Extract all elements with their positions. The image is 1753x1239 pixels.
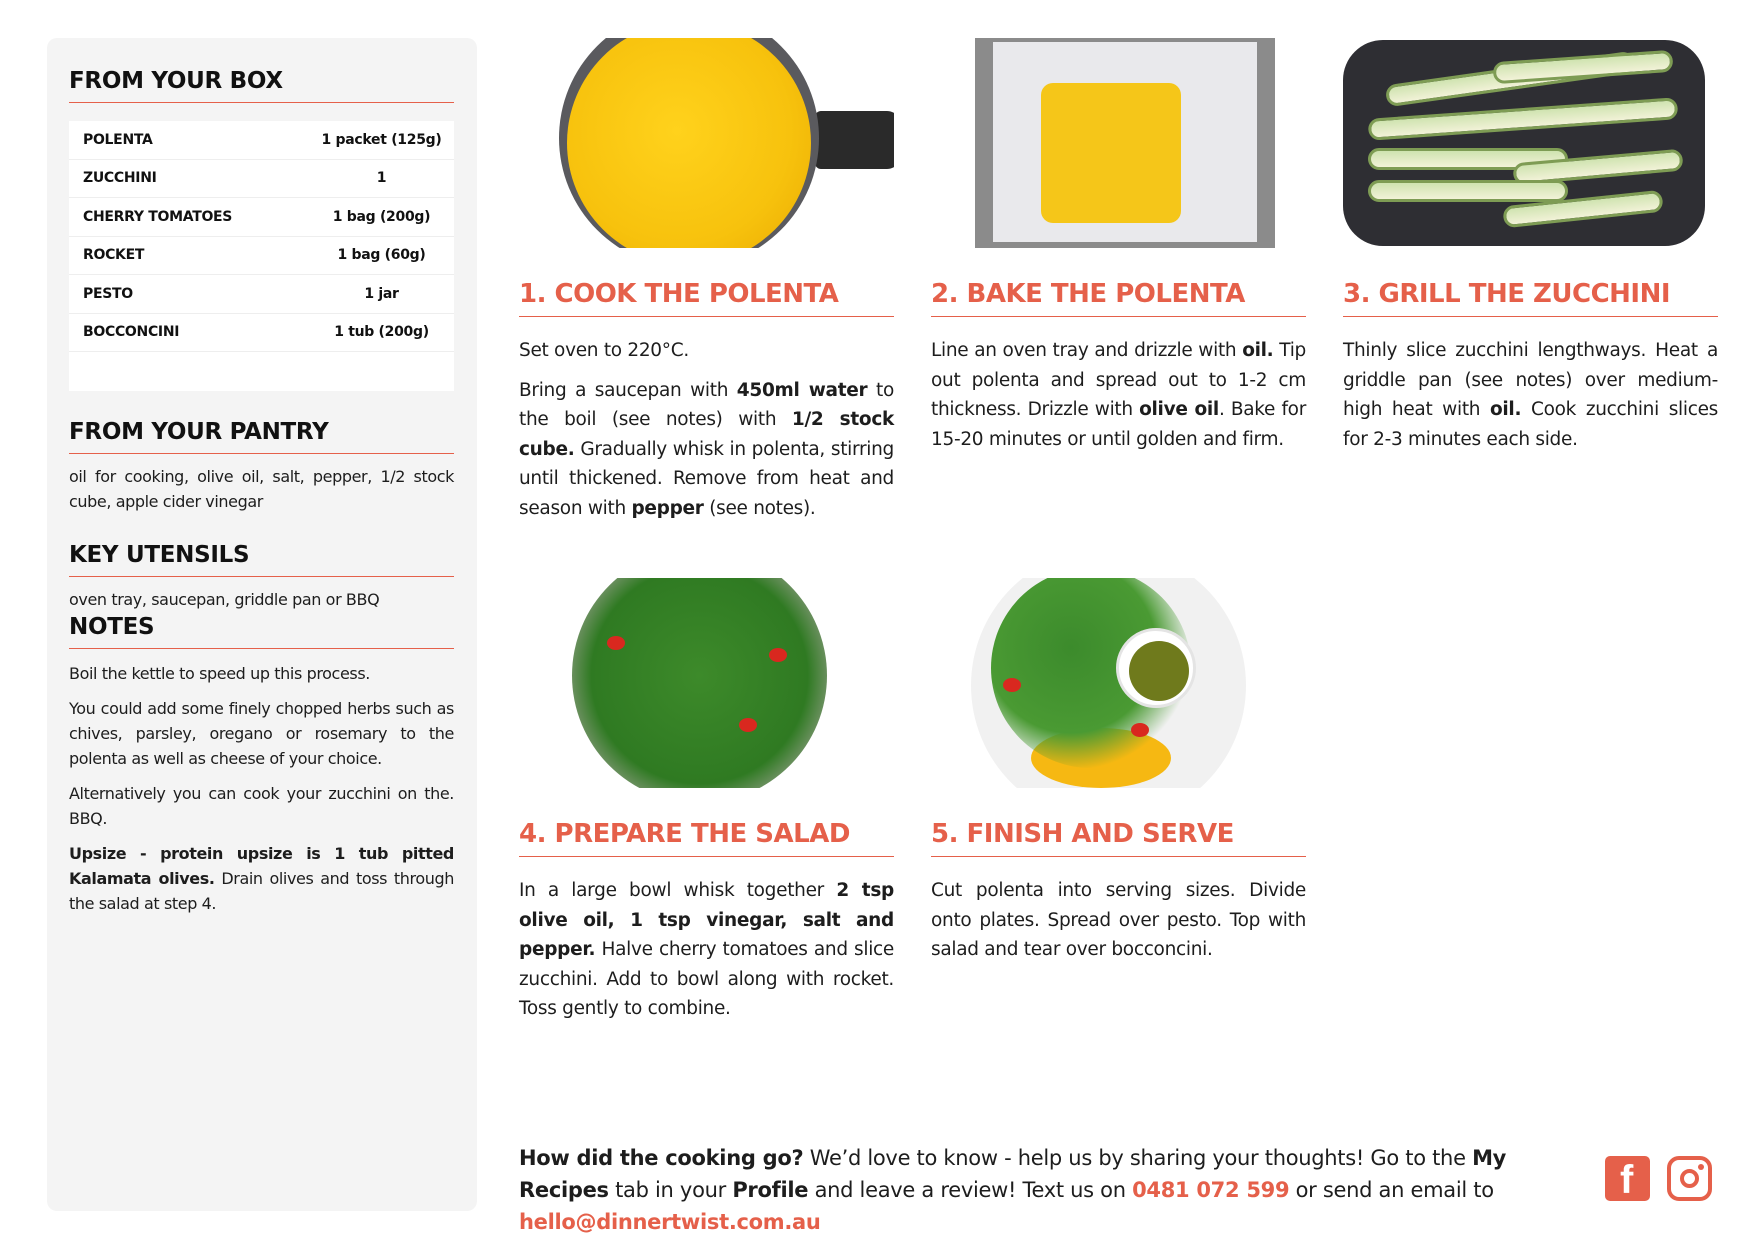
polenta-tray-photo — [931, 38, 1306, 248]
table-row — [69, 275, 454, 314]
step-2-text: Line an oven tray and drizzle with oil. Tip out polenta and spread out to 1-2 cm thickness. Drizzle with olive oil. Bake for 15-20 minutes or until golden and firm. — [931, 340, 1306, 450]
note-4-rest: Drain olives and toss through the salad at step 4. — [69, 869, 454, 913]
step-2 — [931, 38, 1306, 538]
ingredient-qty: 1 jar — [364, 285, 399, 302]
step-5-title: 5. FINISH AND SERVE — [931, 819, 1306, 857]
review-prompt: How did the cooking go? We’d love to know - help us by sharing your thoughts! Go to the My Recipes tab in your Profile and leave a review! Text us on 0481 072 599 or send an email to hello@dinnertwist.com.au — [519, 1146, 1507, 1234]
email-link[interactable]: hello@dinnertwist.com.au — [519, 1210, 821, 1234]
ingredient-qty: 1 — [376, 170, 387, 187]
step-2-title: 2. BAKE THE POLENTA — [931, 279, 1306, 317]
facebook-icon[interactable]: f — [1605, 1156, 1650, 1201]
step-1-body — [519, 336, 894, 533]
notes-text — [69, 661, 454, 916]
ingredient-name: CHERRY TOMATOES — [83, 208, 233, 225]
step-5-body — [931, 876, 1306, 975]
ingredient-name: POLENTA — [83, 131, 153, 148]
table-row — [69, 314, 454, 353]
sidebar — [47, 38, 477, 1211]
ingredient-name: ROCKET — [83, 247, 145, 264]
ingredient-name: PESTO — [83, 285, 133, 302]
ingredient-qty: 1 tub (200g) — [334, 324, 429, 341]
utensils-section — [69, 542, 454, 612]
step-4-text: In a large bowl whisk together 2 tsp olive oil, 1 tsp vinegar, salt and pepper. Halve cherry tomatoes and slice zucchini. Add to bowl along with rocket. Toss gently to combine. — [519, 880, 894, 1019]
table-row — [69, 237, 454, 276]
table-row — [69, 121, 454, 160]
ingredient-name: BOCCONCINI — [83, 324, 180, 341]
from-your-pantry-heading: FROM YOUR PANTRY — [69, 419, 454, 454]
step-4-body — [519, 876, 894, 1034]
step-5-text: Cut polenta into serving sizes. Divide onto plates. Spread over pesto. Top with salad and tear over bocconcini. — [931, 880, 1306, 960]
review-question: How did the cooking go? — [519, 1146, 804, 1170]
ingredient-qty: 1 packet (125g) — [321, 131, 442, 148]
ingredient-name: ZUCCHINI — [83, 170, 157, 187]
ingredient-qty: 1 bag (60g) — [337, 247, 426, 264]
ingredient-qty: 1 bag (200g) — [332, 208, 431, 225]
salad-bowl-photo — [519, 578, 894, 788]
step-5 — [931, 578, 1306, 1048]
step-4 — [519, 578, 894, 1048]
table-row-empty — [69, 352, 454, 391]
pantry-section — [69, 419, 454, 514]
step-1 — [519, 38, 894, 538]
notes-heading: NOTES — [69, 614, 454, 649]
phone-link[interactable]: 0481 072 599 — [1132, 1178, 1290, 1202]
note-1: Boil the kettle to speed up this process. — [69, 664, 370, 683]
step-1-text-1: Set oven to 220°C. — [519, 340, 689, 361]
pantry-text: oil for cooking, olive oil, salt, pepper, 1/2 stock cube, apple cider vinegar — [69, 467, 454, 511]
utensils-text: oven tray, saucepan, griddle pan or BBQ — [69, 590, 380, 609]
key-utensils-heading: KEY UTENSILS — [69, 542, 454, 577]
step-1-text-2: Bring a saucepan with 450ml water to the boil (see notes) with 1/2 stock cube. Gradually whisk in polenta, stirring until thickened. Remove from heat and season with pepper (see notes). — [519, 379, 895, 519]
step-3 — [1343, 38, 1718, 538]
notes-section — [69, 614, 454, 916]
zucchini-griddle-photo — [1343, 38, 1718, 248]
instagram-icon[interactable] — [1667, 1156, 1712, 1201]
ingredients-table — [69, 121, 454, 391]
note-3: Alternatively you can cook your zucchini on the. BBQ. — [69, 784, 454, 828]
step-4-title: 4. PREPARE THE SALAD — [519, 819, 894, 857]
note-4 — [69, 841, 454, 916]
step-3-text: Thinly slice zucchini lengthways. Heat a griddle pan (see notes) over medium-high heat with oil. Cook zucchini slices for 2-3 minutes each side. — [1343, 340, 1719, 450]
plated-dish-photo — [931, 578, 1306, 788]
polenta-saucepan-photo — [519, 38, 894, 248]
profile-link[interactable]: Profile — [732, 1178, 809, 1202]
from-your-box-heading: FROM YOUR BOX — [69, 68, 454, 103]
note-2: You could add some finely chopped herbs such as chives, parsley, oregano or rosemary to the polenta as well as cheese of your choice. — [69, 699, 454, 768]
step-1-title: 1. COOK THE POLENTA — [519, 279, 894, 317]
step-3-body — [1343, 336, 1718, 464]
step-3-title: 3. GRILL THE ZUCCHINI — [1343, 279, 1718, 317]
table-row — [69, 198, 454, 237]
table-row — [69, 160, 454, 199]
my-recipes-link[interactable]: My Recipes — [519, 1146, 1507, 1202]
step-2-body — [931, 336, 1306, 464]
note-4-bold: Upsize - protein upsize is 1 tub pitted Kalamata olives. — [69, 844, 454, 888]
